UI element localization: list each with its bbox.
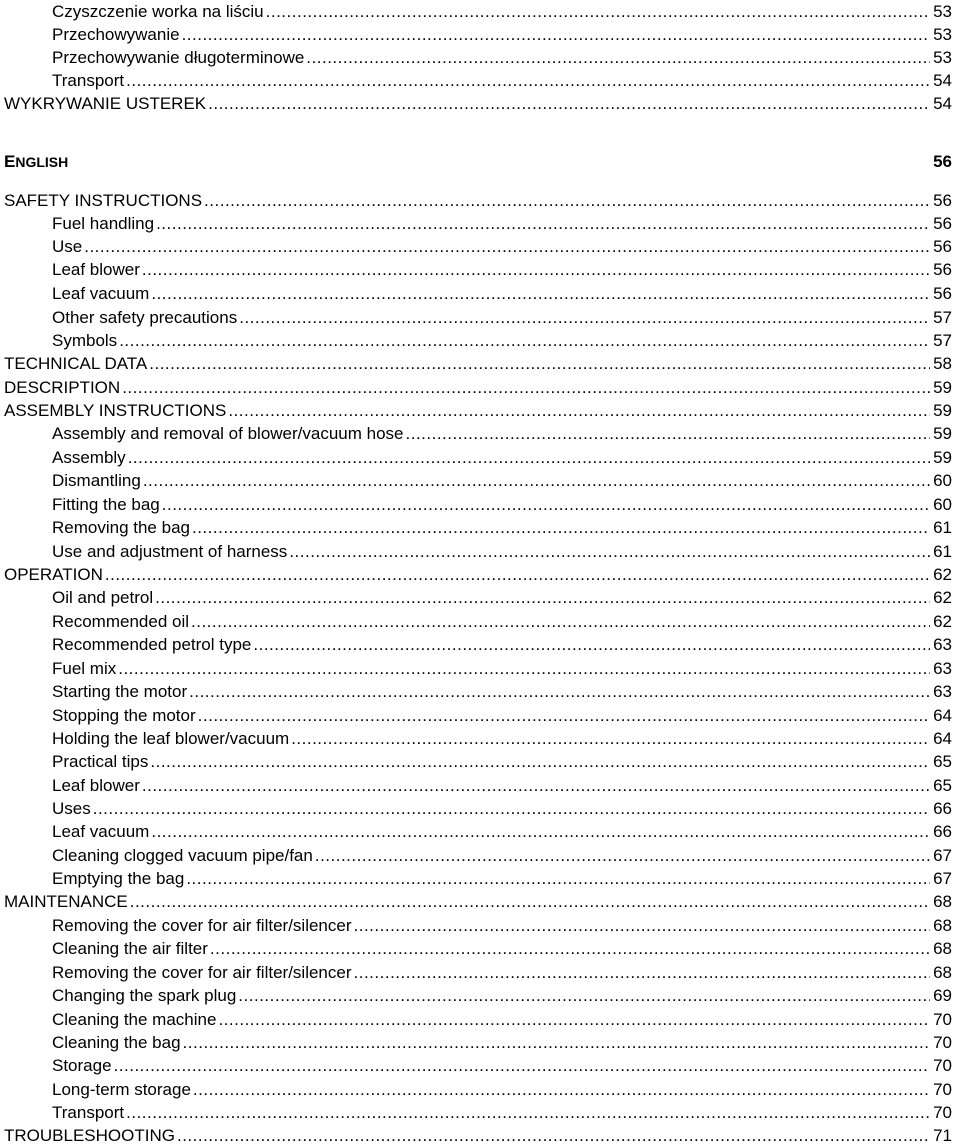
toc-leader [122, 376, 930, 399]
toc-entry[interactable] [0, 657, 952, 680]
toc-entry-page: 70 [933, 1103, 952, 1122]
toc-entry-label: ASSEMBLY INSTRUCTIONS [4, 401, 227, 420]
toc-entry[interactable] [0, 610, 952, 633]
toc-entry-label: Cleaning the bag [52, 1033, 181, 1052]
toc-entry[interactable] [0, 820, 952, 843]
toc-entry-page: 59 [933, 424, 952, 443]
toc-entry[interactable] [0, 914, 952, 937]
toc-entry-label: Stopping the motor [52, 706, 196, 725]
toc-entry[interactable] [0, 258, 952, 281]
toc-leader [150, 750, 930, 773]
toc-entry-page: 63 [933, 659, 952, 678]
toc-entry-page: 71 [933, 1126, 952, 1145]
toc-entry-label: Cleaning the machine [52, 1010, 217, 1029]
toc-entry-label: Przechowywanie [52, 25, 180, 44]
toc-entry-label: Leaf vacuum [52, 822, 150, 841]
toc-entry-label: Changing the spark plug [52, 986, 237, 1005]
toc-entry-page: 54 [933, 71, 952, 90]
toc-leader [306, 46, 930, 69]
toc-entry[interactable] [0, 633, 952, 656]
toc-leader [119, 329, 930, 352]
toc-entry-page: 65 [933, 776, 952, 795]
toc-entry-label: Dismantling [52, 471, 141, 490]
toc-leader [189, 680, 930, 703]
toc-entry-page: 61 [933, 518, 952, 537]
toc-entry[interactable] [0, 540, 952, 563]
toc-leader [93, 797, 930, 820]
toc-entry-page: 67 [933, 846, 952, 865]
section-page: 56 [933, 152, 952, 171]
toc-entry[interactable] [0, 469, 952, 492]
toc-leader [198, 704, 930, 727]
toc-entry[interactable] [0, 563, 952, 586]
toc-leader [143, 469, 930, 492]
toc-entry-page: 63 [933, 682, 952, 701]
toc-leader [118, 657, 930, 680]
toc-leader [208, 92, 930, 115]
toc-entry-page: 68 [933, 892, 952, 911]
toc-entry[interactable] [0, 282, 952, 305]
toc-leader [228, 399, 930, 422]
toc-entry-page: 53 [933, 2, 952, 21]
toc-entry[interactable] [0, 680, 952, 703]
toc-entry[interactable] [0, 446, 952, 469]
toc-entry-label: OPERATION [4, 565, 103, 584]
toc-entry-page: 57 [933, 331, 952, 350]
toc-leader [354, 914, 931, 937]
toc-entry-page: 69 [933, 986, 952, 1005]
toc-leader [105, 563, 930, 586]
toc-entry[interactable] [0, 0, 952, 23]
toc-entry-page: 54 [933, 94, 952, 113]
toc-leader [126, 1101, 930, 1124]
toc-leader [130, 890, 930, 913]
toc-leader [354, 961, 931, 984]
toc-entry-page: 70 [933, 1080, 952, 1099]
toc-entry-label: Fuel mix [52, 659, 117, 678]
toc-entry-page: 66 [933, 822, 952, 841]
toc-entry[interactable] [0, 235, 952, 258]
toc-entry[interactable] [0, 92, 952, 115]
toc-leader [191, 610, 930, 633]
toc-entry[interactable] [0, 493, 952, 516]
toc-entry-page: 58 [933, 354, 952, 373]
toc-entry-label: Czyszczenie worka na liściu [52, 2, 264, 21]
toc-entry[interactable] [0, 867, 952, 890]
toc-entry-page: 59 [933, 448, 952, 467]
toc-entry[interactable] [0, 774, 952, 797]
toc-entry-page: 56 [933, 191, 952, 210]
toc-leader [149, 352, 930, 375]
toc-leader [239, 306, 930, 329]
toc-entry[interactable] [0, 797, 952, 820]
toc-leader [128, 446, 930, 469]
toc-entry-page: 64 [933, 706, 952, 725]
toc-entry-label: Recommended oil [52, 612, 190, 631]
toc-entry-page: 64 [933, 729, 952, 748]
toc-entry[interactable] [0, 1031, 952, 1054]
toc-leader [142, 774, 930, 797]
toc-entry-label: Leaf blower [52, 776, 140, 795]
section-title: ENGLISH [4, 152, 69, 171]
toc-entry[interactable] [0, 984, 952, 1007]
toc-entry-label: Starting the motor [52, 682, 188, 701]
toc-entry[interactable] [0, 1101, 952, 1124]
toc-entry-label: WYKRYWANIE USTEREK [4, 94, 207, 113]
toc-entry[interactable] [0, 306, 952, 329]
toc-leader [291, 727, 930, 750]
toc-entry-page: 70 [933, 1056, 952, 1075]
toc-leader [151, 820, 930, 843]
toc-entry[interactable] [0, 727, 952, 750]
toc-leader [192, 516, 930, 539]
toc-entry-page: 61 [933, 542, 952, 561]
toc-entry[interactable] [0, 961, 952, 984]
toc-entry-label: Leaf blower [52, 260, 140, 279]
toc-entry[interactable] [0, 422, 952, 445]
toc-leader [210, 937, 930, 960]
toc-entry[interactable] [0, 1124, 952, 1147]
toc-entry-label: Use [52, 237, 83, 256]
toc-entry[interactable] [0, 1078, 952, 1101]
toc-entry-page: 60 [933, 495, 952, 514]
toc-entry[interactable] [0, 23, 952, 46]
toc-entry-label: Removing the cover for air filter/silencer [52, 916, 352, 935]
toc-leader [151, 282, 930, 305]
toc-entry-label: TROUBLESHOOTING [4, 1126, 175, 1145]
toc-entry-label: Uses [52, 799, 91, 818]
toc-leader [182, 23, 931, 46]
toc-entry-label: Recommended petrol type [52, 635, 252, 654]
toc-entry-label: DESCRIPTION [4, 378, 121, 397]
toc-leader [183, 1031, 931, 1054]
toc-leader [162, 493, 930, 516]
toc-entry[interactable] [0, 750, 952, 773]
toc-entry[interactable] [0, 704, 952, 727]
toc-entry[interactable] [0, 937, 952, 960]
toc-leader [177, 1124, 930, 1147]
toc-leader [218, 1008, 930, 1031]
toc-entry-label: Fitting the bag [52, 495, 160, 514]
toc-entry-page: 59 [933, 378, 952, 397]
toc-entry-page: 70 [933, 1033, 952, 1052]
toc-entry-label: TECHNICAL DATA [4, 354, 148, 373]
toc-entry-page: 56 [933, 237, 952, 256]
toc-entry-page: 70 [933, 1010, 952, 1029]
toc-entry-label: Fuel handling [52, 214, 155, 233]
toc-entry[interactable] [0, 890, 952, 913]
toc-entry-label: Cleaning the air filter [52, 939, 208, 958]
toc-entry-page: 68 [933, 939, 952, 958]
toc-entry[interactable] [0, 352, 952, 375]
toc-entry-label: Transport [52, 1103, 125, 1122]
toc-entry-page: 65 [933, 752, 952, 771]
toc-entry[interactable] [0, 212, 952, 235]
toc-entry-label: MAINTENANCE [4, 892, 128, 911]
toc-entry-label: Assembly and removal of blower/vacuum hose [52, 424, 404, 443]
toc-entry[interactable] [0, 329, 952, 352]
toc-entry-label: Transport [52, 71, 125, 90]
toc-entry-label: Use and adjustment of harness [52, 542, 288, 561]
toc-entry-page: 56 [933, 260, 952, 279]
toc-entry-label: Removing the bag [52, 518, 190, 537]
toc-entry-label: Holding the leaf blower/vacuum [52, 729, 290, 748]
toc-leader [204, 189, 930, 212]
toc-entry[interactable] [0, 46, 952, 69]
section-heading[interactable] [4, 150, 952, 174]
toc-entry-label: Symbols [52, 331, 118, 350]
toc-entry-label: Przechowywanie długoterminowe [52, 48, 305, 67]
toc-entry-page: 62 [933, 612, 952, 631]
toc-entry[interactable] [0, 1008, 952, 1031]
toc-entry-label: Assembly [52, 448, 126, 467]
toc-entry-page: 53 [933, 25, 952, 44]
toc-entry-label: Removing the cover for air filter/silencer [52, 963, 352, 982]
toc-entry[interactable] [0, 376, 952, 399]
toc-entry[interactable] [0, 1054, 952, 1077]
toc-leader [406, 422, 931, 445]
toc-entry-label: Other safety precautions [52, 308, 238, 327]
toc-leader [114, 1054, 931, 1077]
toc-entry-page: 59 [933, 401, 952, 420]
toc-entry-page: 60 [933, 471, 952, 490]
toc-leader [193, 1078, 930, 1101]
toc-leader [126, 69, 930, 92]
toc-entry[interactable] [0, 69, 952, 92]
toc-leader [289, 540, 930, 563]
toc-entry-page: 67 [933, 869, 952, 888]
toc-leader [84, 235, 930, 258]
toc-entry-label: Storage [52, 1056, 112, 1075]
toc-entry-page: 56 [933, 284, 952, 303]
toc-leader [253, 633, 930, 656]
toc-leader [186, 867, 930, 890]
toc-entry-label: Practical tips [52, 752, 149, 771]
toc-entry[interactable] [0, 516, 952, 539]
toc-entry-page: 56 [933, 214, 952, 233]
toc-leader [315, 844, 930, 867]
toc-leader [156, 212, 930, 235]
toc-leader [142, 258, 930, 281]
toc-entry-page: 62 [933, 565, 952, 584]
toc-entry[interactable] [0, 399, 952, 422]
toc-entry-page: 68 [933, 916, 952, 935]
toc-entry[interactable] [0, 189, 952, 212]
toc-entry-page: 62 [933, 588, 952, 607]
toc-entry-page: 63 [933, 635, 952, 654]
toc-entry-label: Emptying the bag [52, 869, 185, 888]
toc-entry-label: Cleaning clogged vacuum pipe/fan [52, 846, 313, 865]
toc-entry-page: 68 [933, 963, 952, 982]
toc-entry-page: 53 [933, 48, 952, 67]
toc-entry[interactable] [0, 586, 952, 609]
toc-entry-page: 57 [933, 308, 952, 327]
toc-entry-label: SAFETY INSTRUCTIONS [4, 191, 203, 210]
toc-entry-label: Oil and petrol [52, 588, 154, 607]
toc-entry-label: Long-term storage [52, 1080, 191, 1099]
toc-leader [155, 586, 930, 609]
toc-leader [266, 0, 930, 23]
toc-entry[interactable] [0, 844, 952, 867]
toc-entry-label: Leaf vacuum [52, 284, 150, 303]
toc-leader [238, 984, 930, 1007]
toc-entry-page: 66 [933, 799, 952, 818]
